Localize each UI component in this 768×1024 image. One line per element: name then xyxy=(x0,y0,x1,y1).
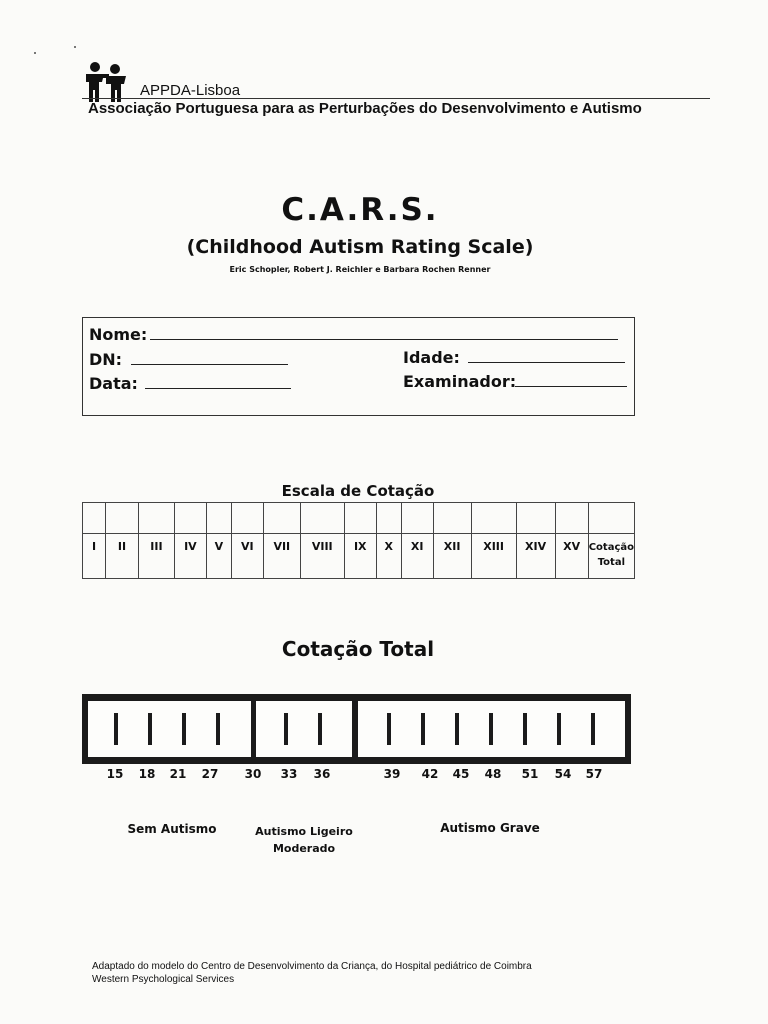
score-cell-1[interactable] xyxy=(83,503,106,534)
tick-mark xyxy=(216,713,220,745)
nome-label: Nome: xyxy=(89,325,148,344)
score-label: 45 xyxy=(452,767,470,781)
item-label: VI xyxy=(231,534,263,579)
score-label: 51 xyxy=(521,767,539,781)
tick-mark xyxy=(182,713,186,745)
score-label: 39 xyxy=(383,767,401,781)
tick-mark xyxy=(557,713,561,745)
item-label: I xyxy=(83,534,106,579)
tick-mark xyxy=(148,713,152,745)
score-cell-11[interactable] xyxy=(401,503,433,534)
score-cell-2[interactable] xyxy=(105,503,138,534)
category-autismo-grave: Autismo Grave xyxy=(440,821,540,835)
score-cell-15[interactable] xyxy=(555,503,588,534)
item-label: X xyxy=(376,534,401,579)
score-label: 15 xyxy=(106,767,124,781)
page-title: C.A.R.S. xyxy=(281,192,439,228)
tick-mark xyxy=(318,713,322,745)
score-label: 18 xyxy=(138,767,156,781)
tick-mark xyxy=(455,713,459,745)
tick-mark xyxy=(114,713,118,745)
item-label: IV xyxy=(174,534,206,579)
category-ligeiro-line2: Moderado xyxy=(272,842,336,855)
item-label: XI xyxy=(401,534,433,579)
tick-mark xyxy=(387,713,391,745)
item-label: XIV xyxy=(516,534,555,579)
category-sem-autismo: Sem Autismo xyxy=(127,822,217,836)
item-label: XII xyxy=(433,534,471,579)
item-label: II xyxy=(105,534,138,579)
category-ligeiro-line1: Autismo Ligeiro xyxy=(255,825,353,838)
score-cell-9[interactable] xyxy=(344,503,376,534)
total-label xyxy=(588,534,634,579)
page-subtitle: (Childhood Autism Rating Scale) xyxy=(186,236,534,258)
score-label: 36 xyxy=(313,767,331,781)
examinador-field[interactable] xyxy=(515,386,627,387)
score-cell-7[interactable] xyxy=(263,503,300,534)
score-cell-10[interactable] xyxy=(376,503,401,534)
rating-scale-table xyxy=(82,502,635,579)
score-label: 27 xyxy=(201,767,219,781)
tick-mark xyxy=(523,713,527,745)
item-label: XIII xyxy=(471,534,516,579)
score-label: 33 xyxy=(280,767,298,781)
item-label: XV xyxy=(555,534,588,579)
total-rating-title: Cotação Total xyxy=(281,637,435,661)
scale-title: Escala de Cotação xyxy=(281,482,435,500)
tick-mark xyxy=(284,713,288,745)
score-cell-13[interactable] xyxy=(471,503,516,534)
scan-speck xyxy=(34,52,36,54)
score-label: 57 xyxy=(585,767,603,781)
data-label: Data: xyxy=(89,374,138,393)
total-label-line1: Cotação xyxy=(588,542,634,553)
examinador-label: Examinador: xyxy=(403,372,517,391)
score-cell-6[interactable] xyxy=(231,503,263,534)
identification-box xyxy=(82,317,635,416)
authors: Eric Schopler, Robert J. Reichler e Barbara Rochen Renner xyxy=(229,265,491,274)
header-rule xyxy=(82,98,710,99)
idade-label: Idade: xyxy=(403,348,460,367)
scan-speck xyxy=(74,46,76,48)
score-label: 54 xyxy=(554,767,572,781)
score-label: 42 xyxy=(421,767,439,781)
score-cell-5[interactable] xyxy=(206,503,231,534)
tick-mark xyxy=(421,713,425,745)
item-label: VIII xyxy=(300,534,344,579)
segment-autismo-ligeiro xyxy=(256,701,352,757)
data-field[interactable] xyxy=(145,388,291,389)
score-label: 30 xyxy=(244,767,262,781)
dn-field[interactable] xyxy=(131,364,288,365)
score-cell-8[interactable] xyxy=(300,503,344,534)
score-label: 48 xyxy=(484,767,502,781)
idade-field[interactable] xyxy=(468,362,625,363)
footer-line1: Adaptado do modelo do Centro de Desenvolvimento da Criança, do Hospital pediátrico de Coimbra xyxy=(92,961,532,972)
dn-label: DN: xyxy=(89,350,123,369)
total-label-line2: Total xyxy=(597,557,626,568)
tick-mark xyxy=(489,713,493,745)
org-full-name: Associação Portuguesa para as Perturbações do Desenvolvimento e Autismo xyxy=(88,100,642,117)
appda-logo xyxy=(82,60,128,102)
item-label: V xyxy=(206,534,231,579)
score-cell-3[interactable] xyxy=(138,503,174,534)
score-cell-14[interactable] xyxy=(516,503,555,534)
score-label: 21 xyxy=(169,767,187,781)
item-label: IX xyxy=(344,534,376,579)
item-label: III xyxy=(138,534,174,579)
footer-line2: Western Psychological Services xyxy=(92,974,235,985)
tick-mark xyxy=(591,713,595,745)
category-autismo-ligeiro xyxy=(240,823,368,857)
footer xyxy=(92,960,532,986)
score-cell-total[interactable] xyxy=(588,503,634,534)
org-short-name: APPDA-Lisboa xyxy=(140,82,241,99)
segment-sem-autismo xyxy=(88,701,251,757)
nome-field[interactable] xyxy=(150,339,618,340)
score-cell-4[interactable] xyxy=(174,503,206,534)
item-label: VII xyxy=(263,534,300,579)
score-cell-12[interactable] xyxy=(433,503,471,534)
